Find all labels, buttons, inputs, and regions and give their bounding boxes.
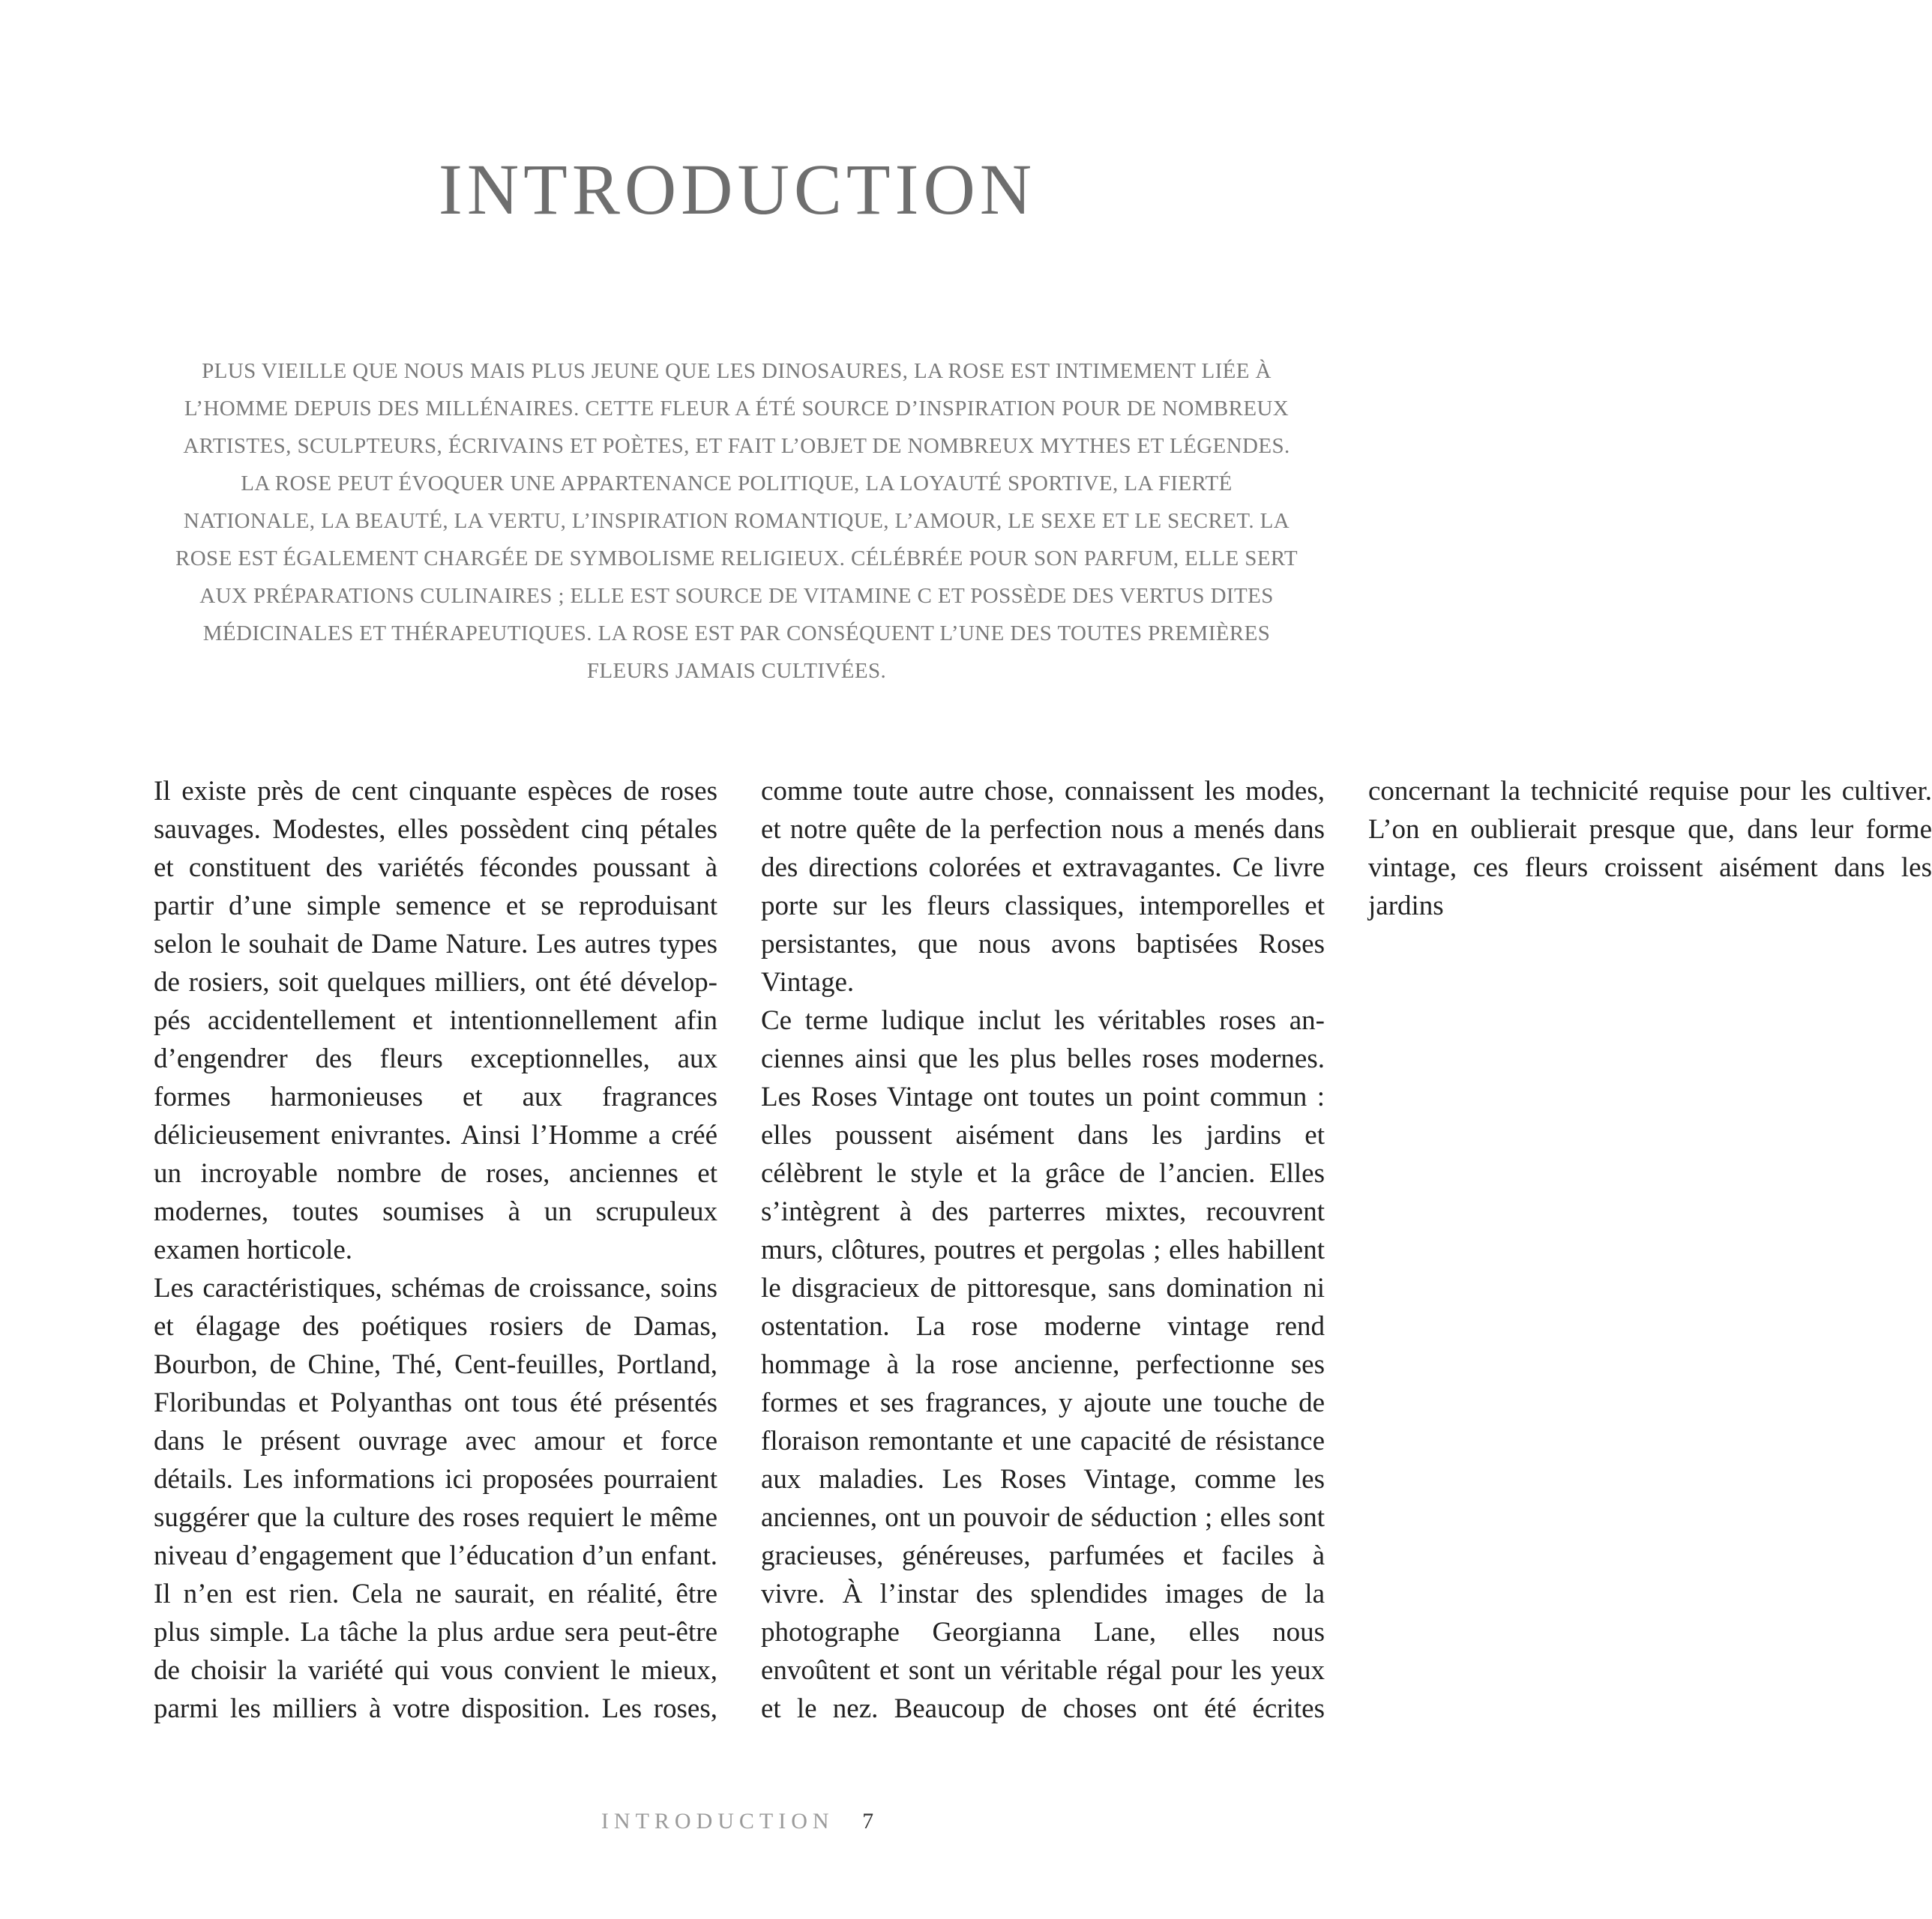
page-number: 7 <box>862 1809 874 1834</box>
body-paragraph-1: Il existe près de cent cinquante espèces de roses sauvages. Modestes, elles possèdent cinq pétales et constituent des variétés fécondes poussant à partir d’une simple semence et se reproduisant selon le souhait de Dame Nature. Les autres types de rosiers, soit quelques milliers, ont été développés accidentellement et intentionnellement afin d’engendrer des fleurs exceptionnelles, aux formes harmonieuses et aux fragrances délicieusement enivrantes. Ainsi l’Homme a créé un incroyable nombre de roses, anciennes et modernes, toutes soumises à un scrupuleux examen horticole. <box>154 776 717 1265</box>
body-paragraph-3: Ce terme ludique inclut les véritables roses anciennes ainsi que les plus belles roses modernes. Les Roses Vintage ont toutes un point commun : elles poussent aisément dans les jardins et célèbrent le style et la grâce de l’ancien. Elles s’intègrent à des parterres mixtes, recouvrent murs, clôtures, poutres et pergolas ; elles habillent le disgracieux de pittoresque, sans domination ni ostentation. La rose moderne vintage rend hommage à la rose ancienne, perfectionne ses formes et ses fragrances, y ajoute une touche de floraison remontante et une capacité de résistance aux maladies. Les Roses Vintage, comme les anciennes, ont un pouvoir de séduction ; elles sont gracieuses, généreuses, parfumées et faciles à vivre. À l’instar des splendides images de la photographe Georgianna Lane, elles nous envoûtent et sont un véritable régal pour les yeux et le nez. Beaucoup de choses ont été écrites concernant la technicité requise pour les cultiver. L’on en oublierait presque que, dans leur forme vintage, ces fleurs croissent aisément dans les jardins <box>761 776 1932 1724</box>
body-text <box>154 772 1932 1739</box>
intro-paragraph: PLUS VIEILLE QUE NOUS MAIS PLUS JEUNE QUE LES DINOSAURES, LA ROSE EST INTIMEMENT LIÉE À L’HOMME DEPUIS DES MILLÉNAIRES. CETTE FLEUR A ÉTÉ SOURCE D’INSPIRATION POUR DE NOMBREUX ARTISTES, SCULPTEURS, ÉCRIVAINS ET POÈTES, ET FAIT L’OBJET DE NOMBREUX MYTHES ET LÉGENDES. LA ROSE PEUT ÉVOQUER UNE APPARTENANCE POLITIQUE, LA LOYAUTÉ SPORTIVE, LA FIERTÉ NATIONALE, LA BEAUTÉ, LA VERTU, L’INSPIRATION ROMANTIQUE, L’AMOUR, LE SEXE ET LE SECRET. LA ROSE EST ÉGALEMENT CHARGÉE DE SYMBOLISME RELIGIEUX. CÉLÉBRÉE POUR SON PARFUM, ELLE SERT AUX PRÉPARATIONS CULINAIRES ; ELLE EST SOURCE DE VITAMINE C ET POSSÈDE DES VERTUS DITES MÉDICINALES ET THÉRAPEUTIQUES. LA ROSE EST PAR CONSÉQUENT L’UNE DES TOUTES PREMIÈRES FLEURS JAMAIS CULTIVÉES. <box>175 359 1298 683</box>
running-footer-title: INTRODUCTION <box>601 1809 834 1834</box>
body-paragraph-2: Les caractéristiques, schémas de croissance, soins et élagage des poétiques rosiers de Damas, Bourbon, de Chine, Thé, Cent-feuilles, Portland, Floribundas et Polyanthas ont tous été présentés dans le présent ouvrage avec amour et force détails. Les informations ici proposées pourraient suggérer que la culture des roses requiert le même niveau d’engagement que l’éducation d’un enfant. Il n’en est rien. Cela ne saurait, en réalité, être plus simple. La tâche la plus ardue sera peut-être de choisir la variété qui vous convient le mieux, parmi les milliers à votre disposition. Les roses, comme toute autre chose, connaissent les modes, et notre quête de la perfection nous a menés dans des directions colorées et extravagantes. Ce livre porte sur les fleurs classiques, intemporelles et persistantes, que nous avons baptisées Roses Vintage. <box>154 776 1325 1724</box>
page-footer <box>0 1810 1475 1833</box>
page-title: INTRODUCTION <box>438 149 1037 229</box>
